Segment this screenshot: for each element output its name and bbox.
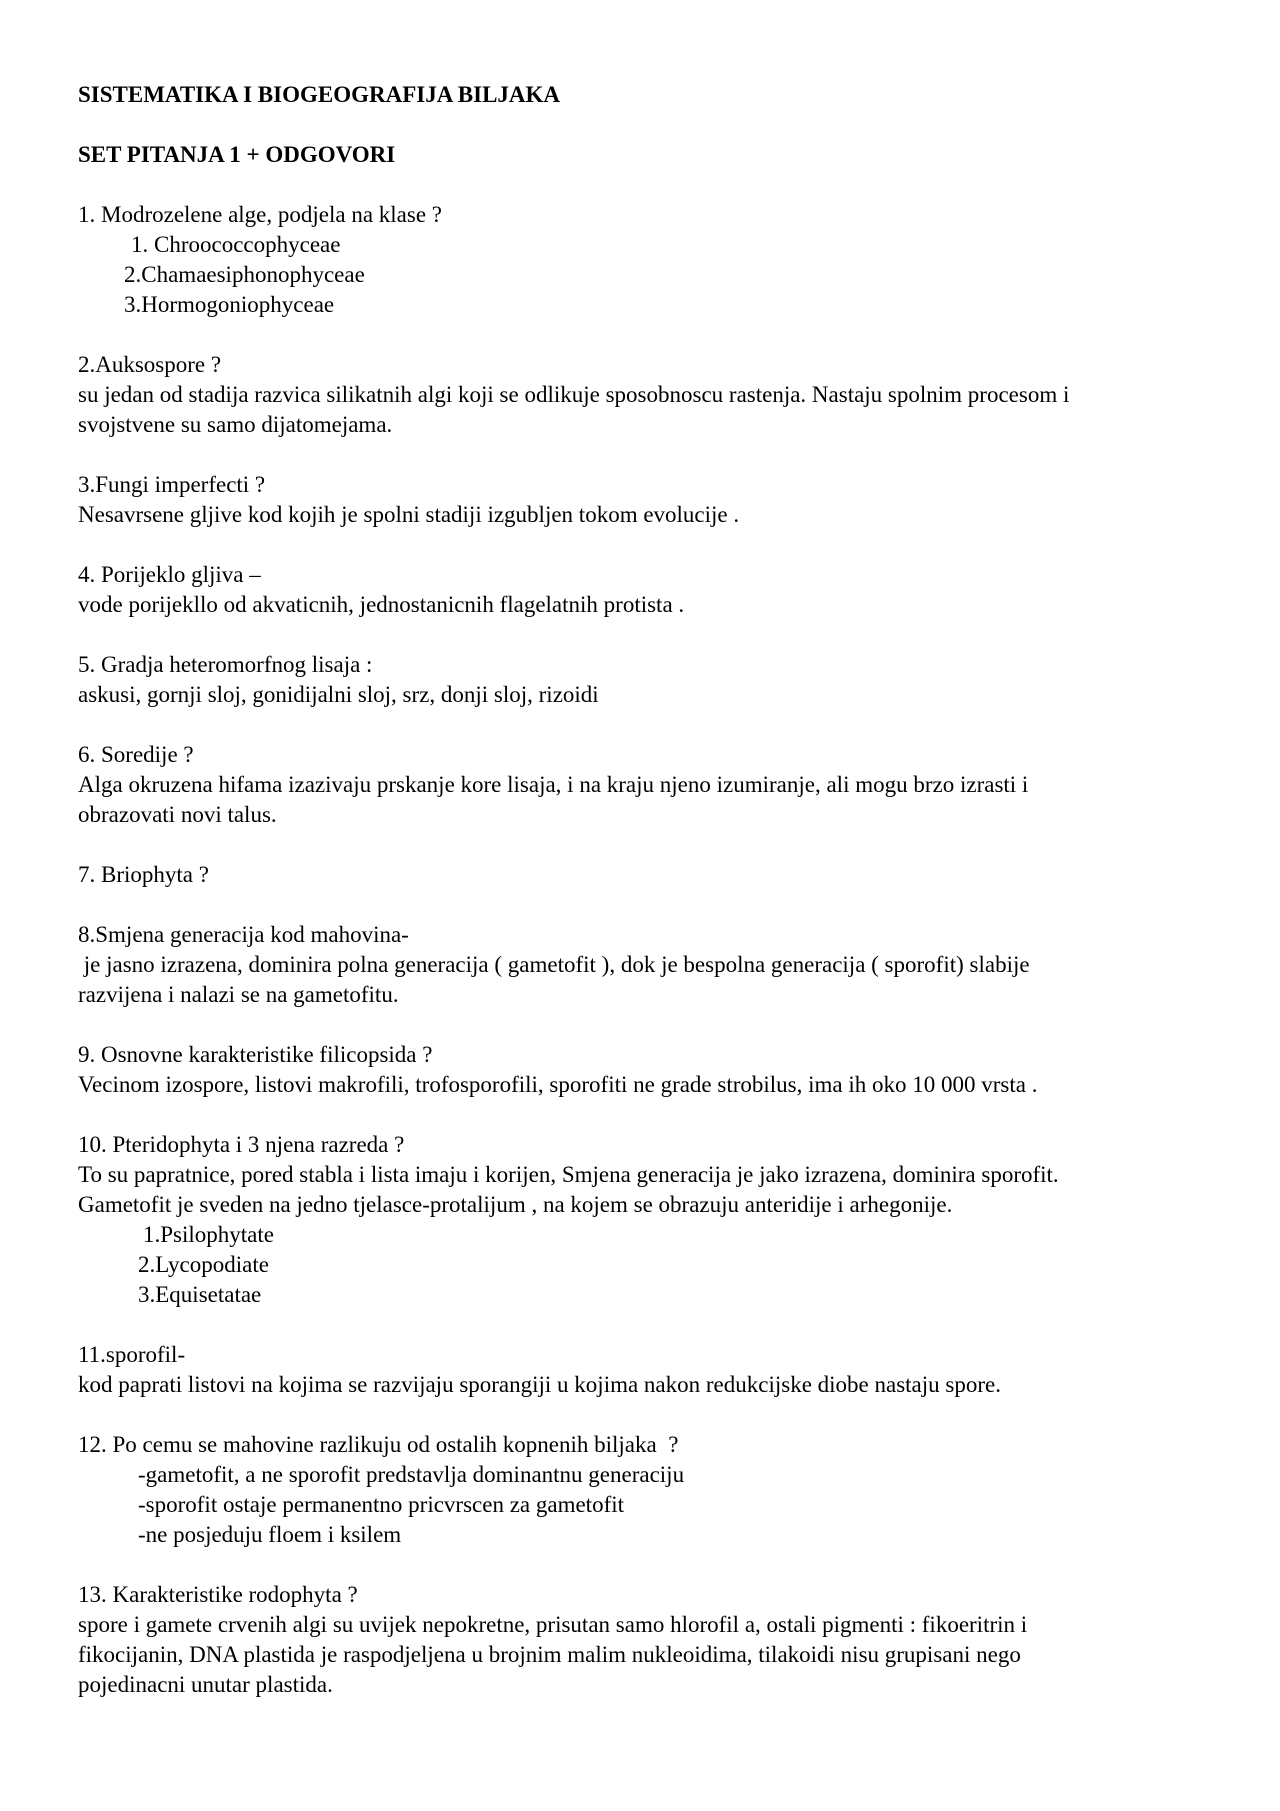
question-3: 3.Fungi imperfecti ? — [78, 472, 266, 497]
q3-answer-line-1: Nesavrsene gljive kod kojih je spolni stadiji izgubljen tokom evolucije . — [78, 502, 740, 527]
document-title: SISTEMATIKA I BIOGEOGRAFIJA BILJAKA — [78, 82, 561, 107]
q10-item-1: 1.Psilophytate — [143, 1222, 274, 1247]
q4-answer-line-1: vode porijekllo od akvaticnih, jednostanicnih flagelatnih protista . — [78, 592, 685, 617]
q11-answer-line-1: kod paprati listovi na kojima se razvijaju sporangiji u kojima nakon redukcijske diobe nastaju spore. — [78, 1372, 1001, 1397]
question-2: 2.Auksospore ? — [78, 352, 222, 377]
q10-answer-line-2: Gametofit je sveden na jedno tjelasce-protalijum , na kojem se obrazuju anteridije i arhegonije. — [78, 1192, 953, 1217]
q6-answer-line-2: obrazovati novi talus. — [78, 802, 277, 827]
q1-item-1: 1. Chroococcophyceae — [131, 232, 341, 257]
q2-answer-line-1: su jedan od stadija razvica silikatnih algi koji se odlikuje sposobnoscu rastenja. Nastaju spolnim procesom i — [78, 382, 1070, 407]
q8-answer-line-2: razvijena i nalazi se na gametofitu. — [78, 982, 399, 1007]
q8-answer-line-1: je jasno izrazena, dominira polna generacija ( gametofit ), dok je bespolna generacija ( sporofit) slabije — [78, 952, 1030, 977]
question-6: 6. Soredije ? — [78, 742, 194, 767]
q1-item-3: 3.Hormogoniophyceae — [124, 292, 335, 317]
q12-item-1: -gametofit, a ne sporofit predstavlja dominantnu generaciju — [138, 1462, 685, 1487]
question-7: 7. Briophyta ? — [78, 862, 209, 887]
question-13: 13. Karakteristike rodophyta ? — [78, 1582, 358, 1607]
q13-answer-line-2: fikocijanin, DNA plastida je raspodjeljena u brojnim malim nukleoidima, tilakoidi nisu grupisani nego — [78, 1642, 1021, 1667]
question-1: 1. Modrozelene alge, podjela na klase ? — [78, 202, 443, 227]
q9-answer-line-1: Vecinom izospore, listovi makrofili, trofosporofili, sporofiti ne grade strobilus, ima ih oko 10 000 vrsta . — [78, 1072, 1038, 1097]
q10-answer-line-1: To su papratnice, pored stabla i lista imaju i korijen, Smjena generacija je jako izrazena, dominira sporofit. — [78, 1162, 1059, 1187]
document-subtitle: SET PITANJA 1 + ODGOVORI — [78, 142, 396, 167]
question-10: 10. Pteridophyta i 3 njena razreda ? — [78, 1132, 405, 1157]
q12-item-2: -sporofit ostaje permanentno pricvrscen za gametofit — [138, 1492, 625, 1517]
q13-answer-line-1: spore i gamete crvenih algi su uvijek nepokretne, prisutan samo hlorofil a, ostali pigmenti : fikoeritrin i — [78, 1612, 1028, 1637]
question-11: 11.sporofil- — [78, 1342, 186, 1367]
question-12: 12. Po cemu se mahovine razlikuju od ostalih kopnenih biljaka ? — [78, 1432, 679, 1457]
q1-item-2: 2.Chamaesiphonophyceae — [124, 262, 365, 287]
q12-item-3: -ne posjeduju floem i ksilem — [138, 1522, 402, 1547]
q2-answer-line-2: svojstvene su samo dijatomejama. — [78, 412, 393, 437]
question-8: 8.Smjena generacija kod mahovina- — [78, 922, 409, 947]
question-5: 5. Gradja heteromorfnog lisaja : — [78, 652, 373, 677]
q6-answer-line-1: Alga okruzena hifama izazivaju prskanje kore lisaja, i na kraju njeno izumiranje, ali mogu brzo izrasti i — [78, 772, 1029, 797]
question-9: 9. Osnovne karakteristike filicopsida ? — [78, 1042, 433, 1067]
q5-answer-line-1: askusi, gornji sloj, gonidijalni sloj, srz, donji sloj, rizoidi — [78, 682, 599, 707]
q13-answer-line-3: pojedinacni unutar plastida. — [78, 1672, 333, 1697]
question-4: 4. Porijeklo gljiva – — [78, 562, 261, 587]
q10-item-3: 3.Equisetatae — [138, 1282, 262, 1307]
q10-item-2: 2.Lycopodiate — [138, 1252, 269, 1277]
